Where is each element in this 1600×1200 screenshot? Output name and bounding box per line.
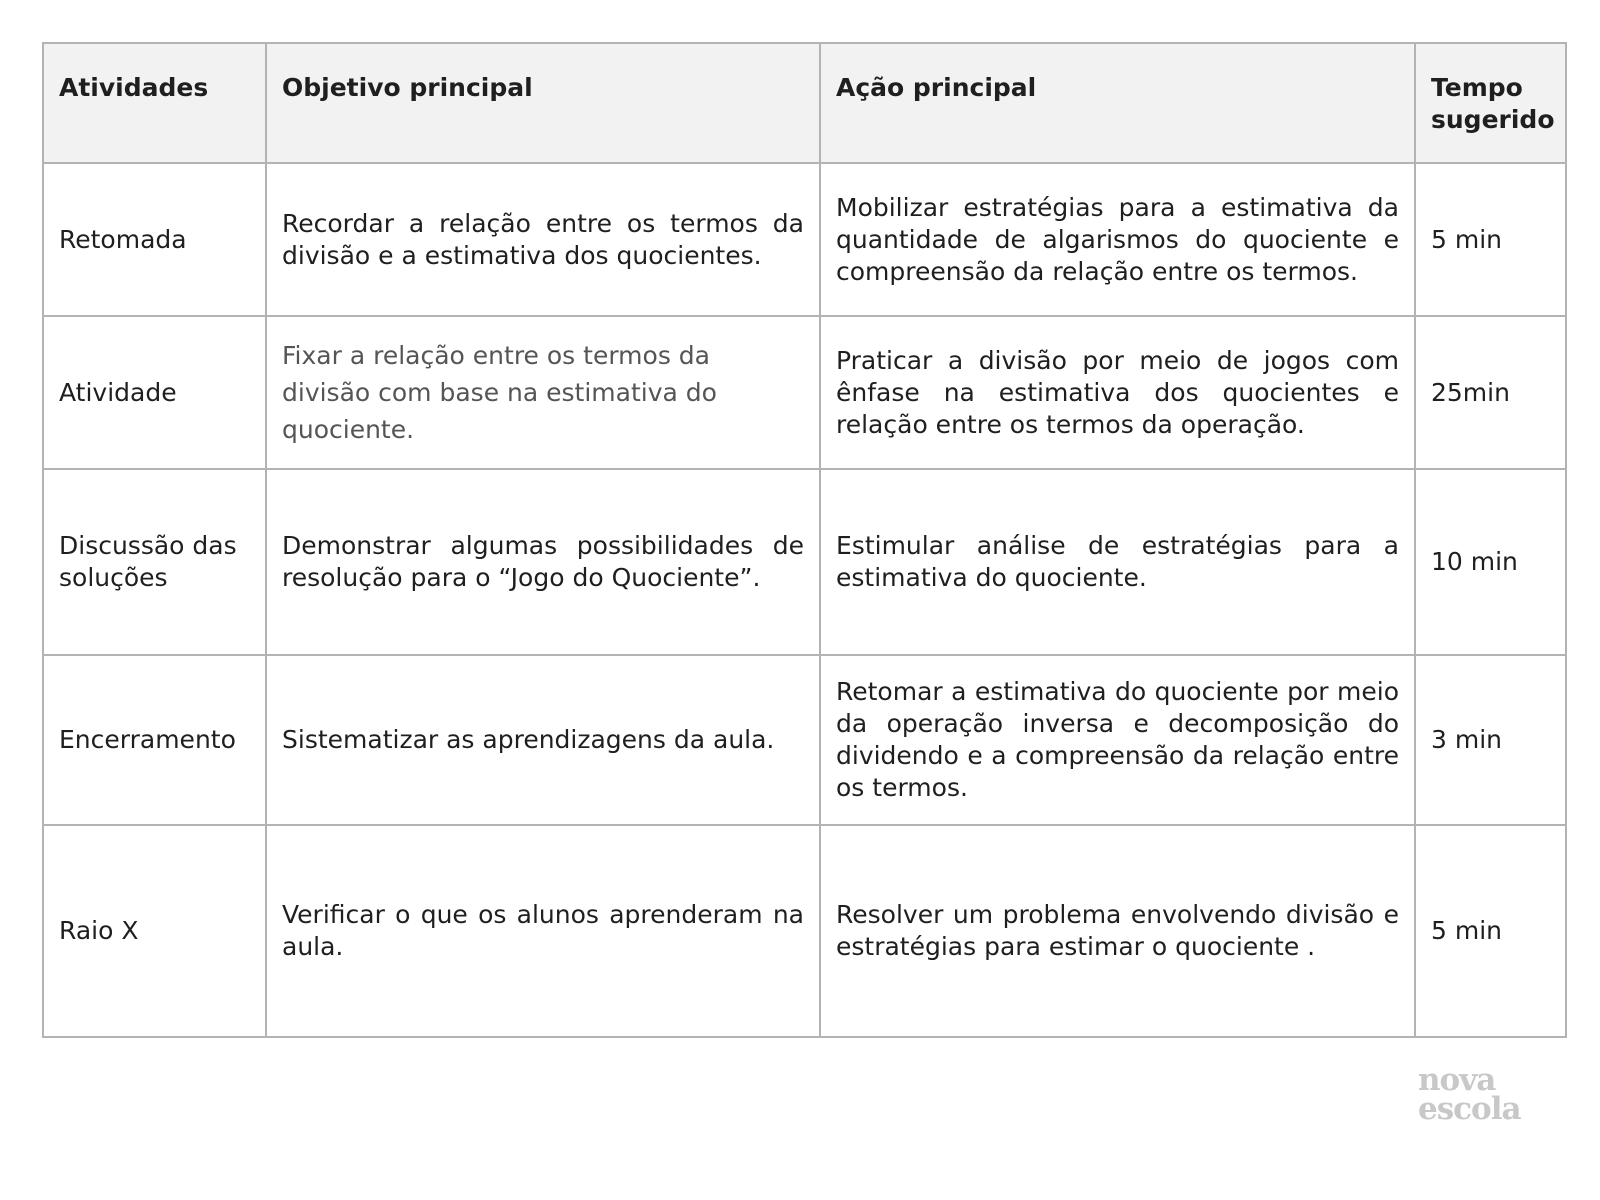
header-objetivo-principal: Objetivo principal <box>266 43 820 163</box>
cell-objetivo: Verificar o que os alunos aprenderam na aula. <box>266 825 820 1037</box>
cell-tempo: 5 min <box>1415 163 1566 316</box>
cell-acao: Retomar a estimativa do quociente por meio da operação inversa e decomposição do dividendo e a compreensão da relação entre os termos. <box>820 655 1415 825</box>
cell-atividade: Discussão das soluções <box>43 469 266 655</box>
header-tempo-sugerido: Tempo sugerido <box>1415 43 1566 163</box>
logo-line-nova: nova <box>1418 1062 1496 1098</box>
cell-objetivo: Recordar a relação entre os termos da divisão e a estimativa dos quocientes. <box>266 163 820 316</box>
cell-tempo: 3 min <box>1415 655 1566 825</box>
cell-atividade: Retomada <box>43 163 266 316</box>
cell-tempo: 25min <box>1415 316 1566 469</box>
table-row <box>43 655 1566 825</box>
table-row <box>43 469 1566 655</box>
table-row <box>43 163 1566 316</box>
cell-atividade: Atividade <box>43 316 266 469</box>
header-row <box>43 43 1566 163</box>
cell-tempo: 10 min <box>1415 469 1566 655</box>
cell-objetivo: Fixar a relação entre os termos da divisão com base na estimativa do quociente. <box>266 316 820 469</box>
cell-atividade: Encerramento <box>43 655 266 825</box>
logo-line-escola: escola <box>1418 1091 1521 1127</box>
header-acao-principal: Ação principal <box>820 43 1415 163</box>
cell-acao: Praticar a divisão por meio de jogos com ênfase na estimativa dos quocientes e relação entre os termos da operação. <box>820 316 1415 469</box>
cell-acao: Resolver um problema envolvendo divisão e estratégias para estimar o quociente . <box>820 825 1415 1037</box>
cell-acao: Estimular análise de estratégias para a estimativa do quociente. <box>820 469 1415 655</box>
table-row <box>43 316 1566 469</box>
table-row <box>43 825 1566 1037</box>
lesson-plan-table <box>42 42 1567 1038</box>
cell-acao: Mobilizar estratégias para a estimativa da quantidade de algarismos do quociente e compreensão da relação entre os termos. <box>820 163 1415 316</box>
cell-objetivo: Sistematizar as aprendizagens da aula. <box>266 655 820 825</box>
cell-atividade: Raio X <box>43 825 266 1037</box>
cell-tempo: 5 min <box>1415 825 1566 1037</box>
nova-escola-logo <box>1418 1062 1521 1127</box>
cell-objetivo: Demonstrar algumas possibilidades de resolução para o “Jogo do Quociente”. <box>266 469 820 655</box>
header-atividades: Atividades <box>43 43 266 163</box>
table-header <box>43 43 1566 163</box>
table-body <box>43 163 1566 1037</box>
